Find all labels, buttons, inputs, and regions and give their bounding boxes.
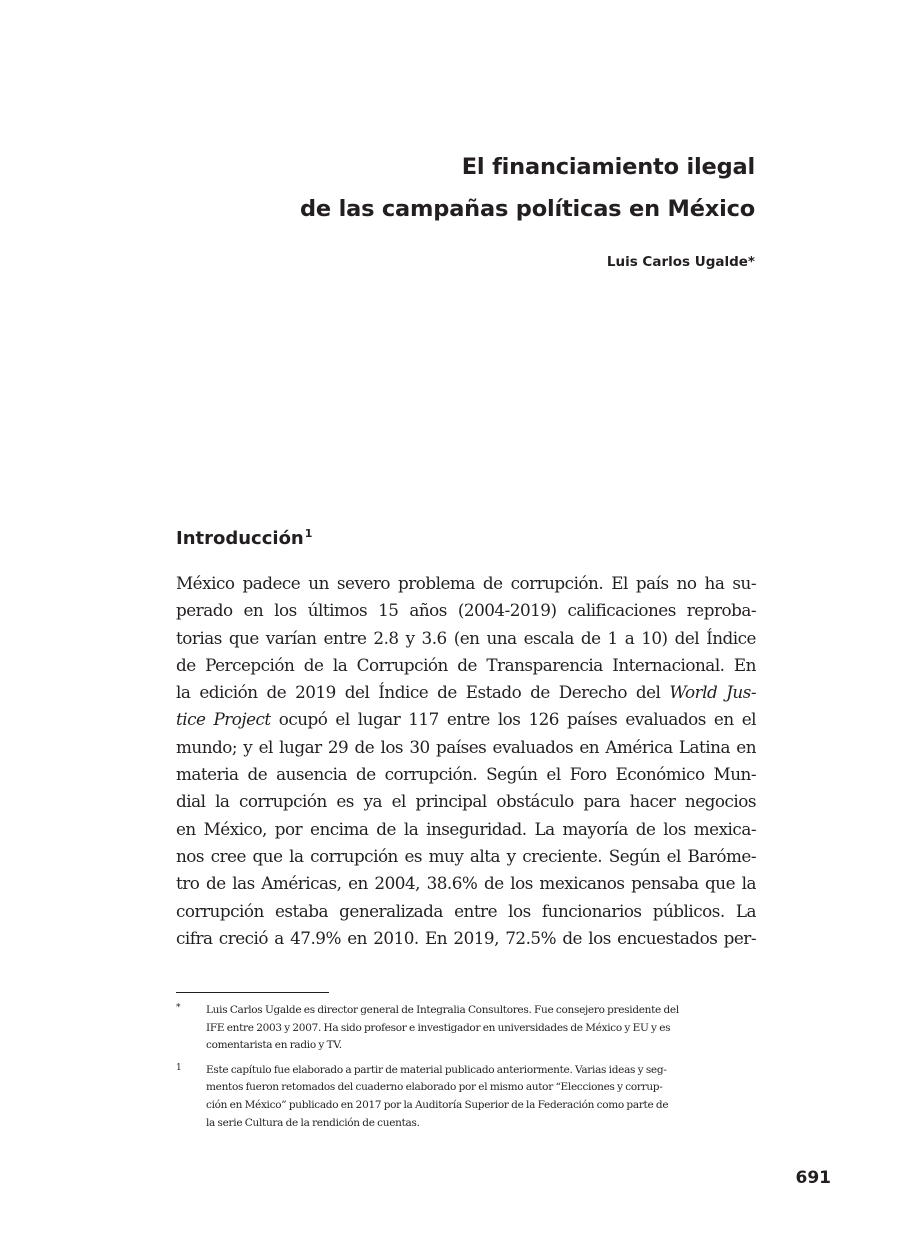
body-line: perado en los últimos 15 años (2004-2019) calificaciones reproba- <box>176 600 756 621</box>
footnote-line: ción en México” publicado en 2017 por la Auditoría Superior de la Federación como parte de <box>206 1098 669 1111</box>
author-name: Luis Carlos Ugalde* <box>606 254 755 270</box>
body-line: mundo; y el lugar 29 de los 30 países evaluados en América Latina en <box>176 736 756 757</box>
section-heading <box>176 527 312 549</box>
chapter-title-line-1: El financiamiento ilegal <box>461 154 755 180</box>
chapter-title-line-2: de las campañas políticas en México <box>300 196 755 222</box>
footnote-1 <box>176 1062 756 1132</box>
section-heading-text: Introducción <box>176 528 304 549</box>
body-line-text: ocupó el lugar 117 entre los 126 países evaluados en el <box>270 709 756 730</box>
body-line <box>176 679 756 706</box>
footnote-marker: * <box>176 1003 181 1013</box>
footnote-line: comentarista en radio y TV. <box>206 1039 342 1052</box>
body-line: torias que varían entre 2.8 y 3.6 (en una escala de 1 a 10) del Índice <box>176 627 756 648</box>
body-line-text: la edición de 2019 del Índice de Estado de Derecho del <box>176 682 670 703</box>
footnote-line: la serie Cultura de la rendición de cuentas. <box>206 1116 420 1129</box>
body-line: corrupción estaba generalizada entre los funcionarios públicos. La <box>176 900 756 921</box>
footnote-line: mentos fueron retomados del cuaderno elaborado por el mismo autor “Elecciones y corrup- <box>206 1081 663 1094</box>
body-line: México padece un severo problema de corrupción. El país no ha su- <box>176 573 756 593</box>
section-footnote-ref: 1 <box>304 527 313 540</box>
footnote-divider <box>176 992 329 993</box>
body-line: de Percepción de la Corrupción de Transparencia Internacional. En <box>176 654 756 675</box>
page-number: 691 <box>795 1168 831 1188</box>
footnote-author <box>176 1002 756 1055</box>
footnote-marker: 1 <box>176 1062 182 1073</box>
body-paragraph <box>176 570 756 952</box>
footnote-line: IFE entre 2003 y 2007. Ha sido profesor e investigador en universidades de México y EU y es <box>206 1021 671 1034</box>
body-line: nos cree que la corrupción es muy alta y creciente. Según el Baróme- <box>176 845 756 866</box>
body-line <box>176 706 756 733</box>
body-line: tro de las Américas, en 2004, 38.6% de los mexicanos pensaba que la <box>176 873 756 894</box>
footnote-line: Este capítulo fue elaborado a partir de material publicado anteriormente. Varias ideas y seg- <box>206 1063 667 1076</box>
chapter-title <box>300 146 755 230</box>
footnotes <box>176 1002 756 1139</box>
body-italic-title: World Jus- <box>669 682 756 703</box>
body-line: cifra creció a 47.9% en 2010. En 2019, 72.5% de los encuestados per- <box>176 927 756 948</box>
body-line: dial la corrupción es ya el principal obstáculo para hacer negocios <box>176 791 756 812</box>
body-line: en México, por encima de la inseguridad. La mayoría de los mexica- <box>176 818 756 839</box>
footnote-line: Luis Carlos Ugalde es director general de Integralia Consultores. Fue consejero presidente del <box>206 1004 679 1016</box>
body-line: materia de ausencia de corrupción. Según el Foro Económico Mun- <box>176 764 756 785</box>
body-italic-title: tice Project <box>176 709 271 730</box>
